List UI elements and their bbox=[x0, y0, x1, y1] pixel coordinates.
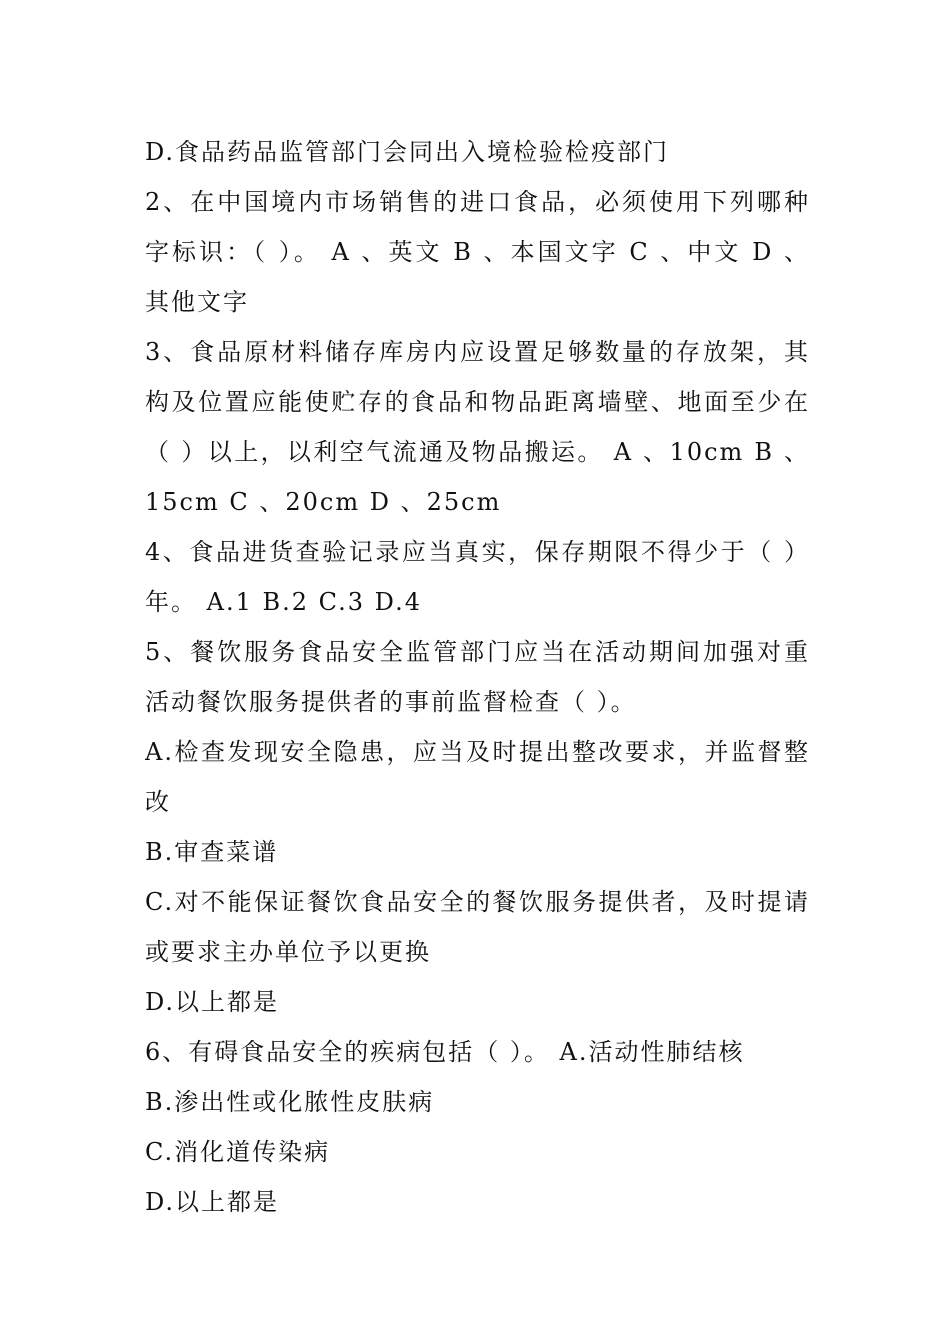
text-line: 字标识：（ ）。 A 、英文 B 、本国文字 C 、中文 D 、 bbox=[145, 238, 810, 266]
text-line: 4、食品进货查验记录应当真实，保存期限不得少于（ ） bbox=[145, 538, 810, 566]
text-line: B.审查菜谱 bbox=[145, 838, 279, 866]
text-line: 3、食品原材料储存库房内应设置足够数量的存放架，其 bbox=[145, 338, 810, 366]
text-line: B.渗出性或化脓性皮肤病 bbox=[145, 1088, 435, 1116]
text-line: 5、餐饮服务食品安全监管部门应当在活动期间加强对重 bbox=[145, 638, 810, 666]
text-line: D.食品药品监管部门会同出入境检验检疫部门 bbox=[145, 138, 670, 166]
text-line: 或要求主办单位予以更换 bbox=[145, 938, 431, 966]
text-line: C.消化道传染病 bbox=[145, 1138, 331, 1166]
text-line: 6、有碍食品安全的疾病包括（ ）。 A.活动性肺结核 bbox=[145, 1038, 745, 1066]
document-body bbox=[145, 127, 810, 1227]
text-line: 改 bbox=[145, 788, 171, 816]
text-line: 活动餐饮服务提供者的事前监督检查（ ）。 bbox=[145, 688, 637, 716]
text-line: 15cm C 、20cm D 、25cm bbox=[145, 488, 502, 516]
text-line: 年。 A.1 B.2 C.3 D.4 bbox=[145, 588, 422, 616]
text-line: A.检查发现安全隐患，应当及时提出整改要求，并监督整 bbox=[145, 738, 810, 766]
text-line: D.以上都是 bbox=[145, 1188, 280, 1216]
text-line: 2、在中国境内市场销售的进口食品，必须使用下列哪种 bbox=[145, 188, 810, 216]
text-line: 其他文字 bbox=[145, 288, 249, 316]
text-line: 构及位置应能使贮存的食品和物品距离墙壁、地面至少在 bbox=[145, 388, 810, 416]
text-line: C.对不能保证餐饮食品安全的餐饮服务提供者，及时提请 bbox=[145, 888, 810, 916]
text-line: （ ）以上，以利空气流通及物品搬运。 A 、10cm B 、 bbox=[145, 438, 810, 466]
text-line: D.以上都是 bbox=[145, 988, 280, 1016]
